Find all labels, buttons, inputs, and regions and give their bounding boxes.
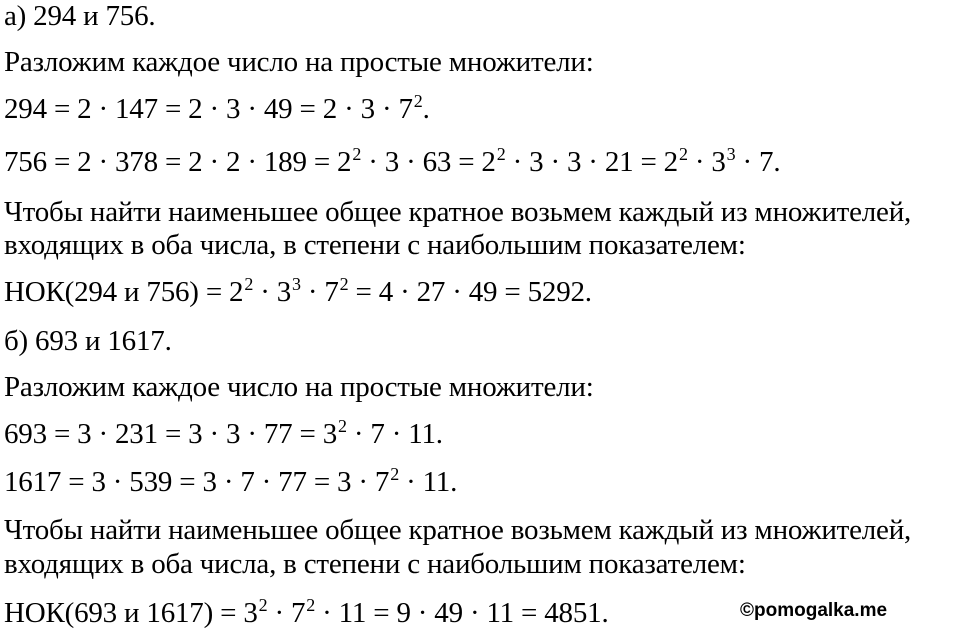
part-b-explanation-line-2: входящих в оба числа, в степени с наибольшим показателем:	[4, 548, 746, 580]
exponent: 2	[339, 274, 349, 294]
equation-text: 693 = 3 · 231 = 3 · 3 · 77 = 3	[4, 418, 338, 450]
exponent: 2	[390, 464, 400, 484]
equation-text: · 3 · 3 · 21 = 2	[505, 146, 678, 178]
exponent: 2	[338, 416, 347, 436]
part-a-header: а) 294 и 756.	[4, 0, 156, 32]
part-b-lcm-result	[4, 597, 609, 632]
part-a-explanation-line-1: Чтобы найти наименьшее общее кратное возьмем каждый из множителей,	[4, 196, 912, 228]
watermark: ©pomogalka.me	[740, 600, 888, 621]
equation-text: · 7 · 11.	[346, 418, 443, 450]
exponent: 2	[413, 91, 423, 111]
equation-text: .	[422, 93, 430, 125]
exponent: 2	[496, 144, 506, 164]
part-a-lcm-result	[4, 276, 592, 311]
equation-text: 1617 = 3 · 539 = 3 · 7 · 77 = 3 · 7	[4, 466, 390, 498]
equation-text: = 4 · 27 · 49 = 5292.	[348, 276, 592, 308]
part-b-equation-693	[4, 418, 443, 453]
exponent: 2	[258, 595, 268, 615]
equation-text: · 7	[300, 276, 339, 308]
equation-text: НОК(294 и 756) = 2	[4, 276, 244, 308]
equation-text: · 3	[253, 276, 291, 308]
equation-text: · 7.	[735, 146, 781, 178]
exponent: 3	[726, 144, 736, 164]
part-b-explanation-line-1: Чтобы найти наименьшее общее кратное возьмем каждый из множителей,	[4, 514, 912, 546]
part-b-equation-1617	[4, 466, 457, 501]
exponent: 2	[306, 595, 316, 615]
exponent: 3	[292, 274, 301, 294]
exponent: 2	[352, 144, 362, 164]
equation-text: 756 = 2 · 378 = 2 · 2 · 189 = 2	[4, 146, 352, 178]
part-b-header: б) 693 и 1617.	[4, 325, 172, 357]
part-a-intro: Разложим каждое число на простые множители:	[4, 46, 594, 78]
equation-text: · 11.	[399, 466, 458, 498]
equation-text: НОК(693 и 1617) = 3	[4, 597, 258, 629]
equation-text: · 3	[687, 146, 726, 178]
exponent: 2	[678, 144, 688, 164]
equation-text: 294 = 2 · 147 = 2 · 3 · 49 = 2 · 3 · 7	[4, 93, 413, 125]
exponent: 2	[244, 274, 254, 294]
part-a-equation-294	[4, 93, 430, 128]
part-a-equation-756	[4, 146, 780, 181]
equation-text: · 11 = 9 · 49 · 11 = 4851.	[315, 597, 609, 629]
part-a-explanation-line-2: входящих в оба числа, в степени с наибольшим показателем:	[4, 229, 746, 261]
equation-text: · 7	[267, 597, 306, 629]
equation-text: · 3 · 63 = 2	[361, 146, 496, 178]
part-b-intro: Разложим каждое число на простые множители:	[4, 371, 594, 403]
